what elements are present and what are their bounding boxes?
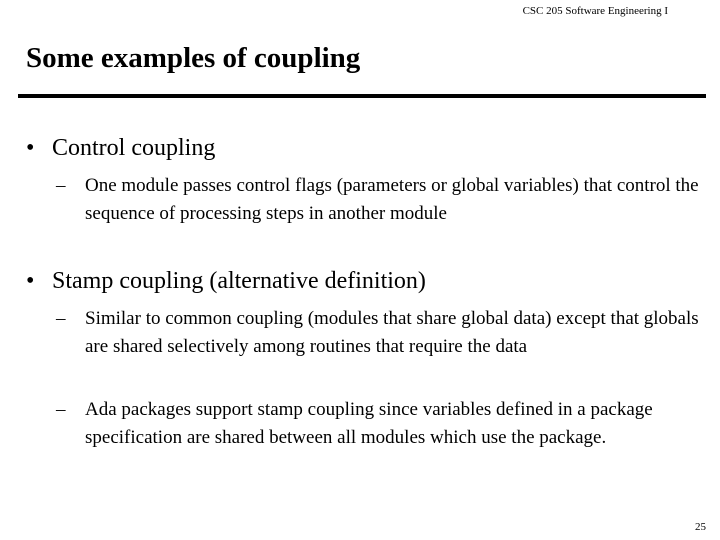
dash-mark: – (56, 175, 66, 196)
sub-bullet-text: Similar to common coupling (modules that share global data) except that globals are shared selectively among routines that require the data (85, 308, 699, 357)
bullet-mark: • (26, 268, 35, 294)
dash-mark: – (56, 308, 66, 329)
sub-bullet-ada-packages (56, 396, 706, 452)
sub-bullet-text: Ada packages support stamp coupling since variables defined in a package specification are shared between all modules which use the package. (85, 399, 653, 448)
page-number: 25 (695, 521, 706, 533)
bullet-stamp-coupling (26, 266, 426, 296)
bullet-mark: • (26, 135, 35, 161)
slide-title: Some examples of coupling (26, 42, 361, 74)
sub-bullet-control-flags (56, 172, 706, 228)
sub-bullet-text: One module passes control flags (parameters or global variables) that control the sequence of processing steps in another module (85, 175, 699, 224)
course-header: CSC 205 Software Engineering I (522, 5, 668, 17)
bullet-text: Stamp coupling (alternative definition) (52, 268, 426, 294)
dash-mark: – (56, 399, 66, 420)
sub-bullet-common-coupling (56, 305, 706, 361)
bullet-control-coupling (26, 133, 215, 163)
bullet-text: Control coupling (52, 135, 216, 161)
